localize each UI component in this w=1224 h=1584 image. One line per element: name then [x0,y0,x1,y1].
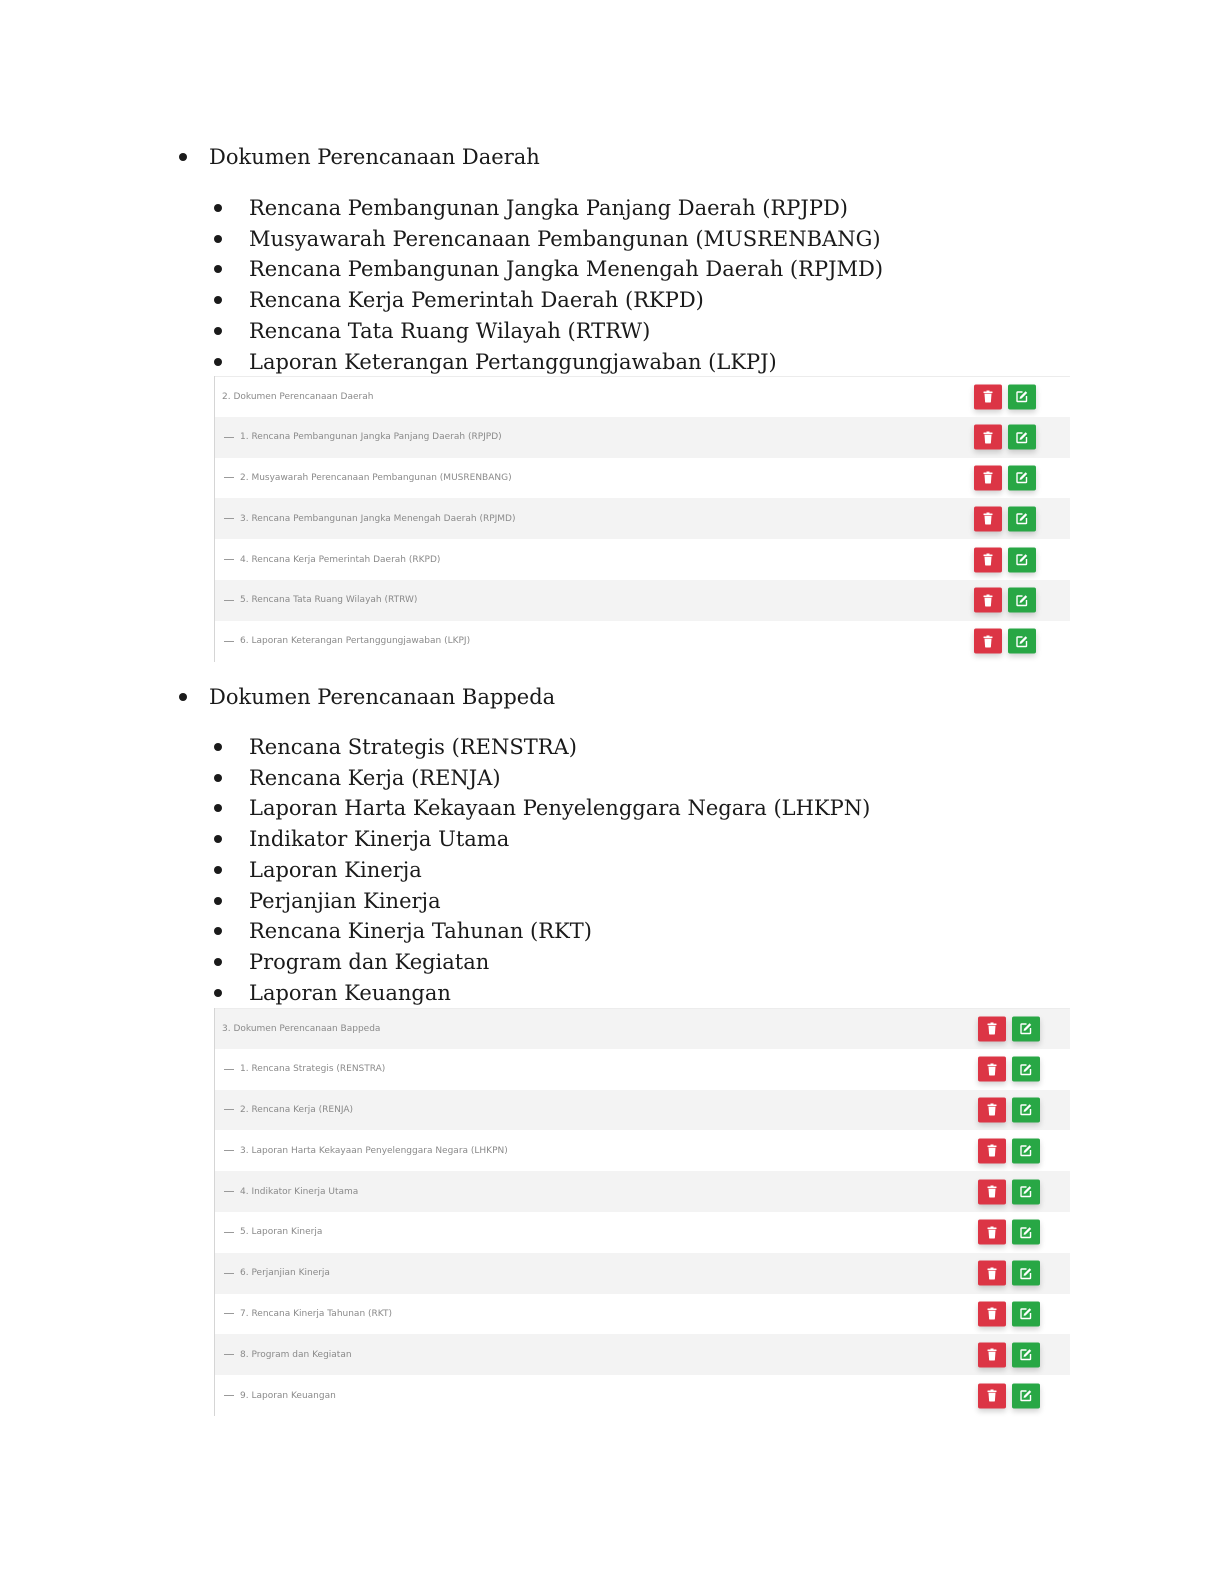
section-heading-row [179,684,555,710]
tree-row-label [215,1350,352,1360]
tree-row [215,1294,1070,1335]
bullet-icon [214,265,222,273]
tree-row-label [215,1227,322,1237]
indent-dash [224,641,234,642]
tree-row-text: 4. Rencana Kerja Pemerintah Daerah (RKPD) [240,554,441,565]
tree-row-label [215,1391,336,1401]
trash-icon [983,431,993,443]
tree-row [215,1212,1070,1253]
list-item-label: Laporan Keterangan Pertanggungjawaban (LKPJ) [249,349,777,374]
delete-button[interactable] [978,1057,1006,1082]
bullet-icon [214,958,222,966]
tree-row-text: 5. Laporan Kinerja [240,1227,323,1238]
delete-button[interactable] [974,547,1002,572]
list-item [214,349,777,375]
list-item-label: Rencana Strategis (RENSTRA) [249,735,577,759]
edit-icon [1020,1390,1032,1402]
edit-button[interactable] [1012,1220,1040,1245]
tree-row-parent [215,376,1070,417]
bullet-icon [214,358,222,366]
delete-button[interactable] [974,465,1002,490]
edit-button[interactable] [1012,1016,1040,1041]
row-actions [978,1220,1040,1245]
list-item [214,949,489,975]
bullet-icon [214,927,222,935]
edit-icon [1020,1267,1032,1279]
edit-icon [1016,635,1028,647]
tree-row [215,1090,1070,1131]
indent-dash [224,1395,234,1396]
indent-dash [224,1313,234,1314]
row-actions [974,384,1036,409]
edit-icon [1020,1308,1032,1320]
edit-icon [1020,1349,1032,1361]
list-item-label: Rencana Kerja Pemerintah Daerah (RKPD) [249,288,704,313]
edit-icon [1020,1104,1032,1116]
row-actions [974,547,1036,572]
trash-icon [987,1226,997,1238]
bullet-icon [179,153,187,161]
bullet-icon [214,204,222,212]
bullet-icon [214,296,222,304]
indent-dash [224,437,234,438]
row-actions [978,1261,1040,1286]
list-item [214,826,509,852]
tree-row [215,458,1070,499]
edit-icon [1016,554,1028,566]
tree-row-text: 3. Laporan Harta Kekayaan Penyelenggara Negara (LHKPN) [240,1145,508,1156]
tree-row-label [215,473,512,483]
tree-row-label [215,555,440,565]
tree-row-label [215,1268,330,1278]
row-actions [978,1179,1040,1204]
trash-icon [987,1104,997,1116]
delete-button[interactable] [974,384,1002,409]
indent-dash [224,1191,234,1192]
tree-row-text: 7. Rencana Kinerja Tahunan (RKT) [240,1308,392,1319]
bullet-icon [214,327,222,335]
tree-row [215,580,1070,621]
trash-icon [983,472,993,484]
edit-button[interactable] [1008,384,1036,409]
bullet-icon [214,897,222,905]
tree-row [215,1334,1070,1375]
edit-button[interactable] [1008,506,1036,531]
section-heading: Dokumen Perencanaan Daerah [209,145,540,169]
delete-button[interactable] [974,506,1002,531]
trash-icon [983,554,993,566]
list-item-label: Laporan Keuangan [249,980,451,1005]
list-item [214,888,441,914]
row-actions [974,425,1036,450]
tree-row-text: 1. Rencana Strategis (RENSTRA) [240,1064,386,1075]
list-item [214,734,577,760]
trash-icon [987,1063,997,1075]
tree-row-text: 4. Indikator Kinerja Utama [240,1186,359,1197]
tree-row [215,539,1070,580]
list-item-label: Perjanjian Kinerja [249,888,441,913]
delete-button[interactable] [978,1220,1006,1245]
tree-row-label [215,636,470,646]
trash-icon [987,1145,997,1157]
bullet-icon [214,235,222,243]
tree-row [215,621,1070,662]
trash-icon [987,1186,997,1198]
row-actions [978,1016,1040,1041]
tree-row [215,1375,1070,1416]
delete-button[interactable] [978,1261,1006,1286]
bullet-icon [214,774,222,782]
indent-dash [224,518,234,519]
tree-row-label [215,392,373,402]
category-tree-panel [214,376,1070,662]
edit-icon [1020,1226,1032,1238]
list-item-label: Rencana Pembangunan Jangka Panjang Daerah (RPJPD) [249,196,848,220]
edit-icon [1020,1023,1032,1035]
list-item-label: Laporan Kinerja [249,857,422,882]
tree-row-text: 3. Dokumen Perencanaan Bappeda [222,1023,381,1034]
trash-icon [987,1349,997,1361]
tree-row-text: 2. Rencana Kerja (RENJA) [240,1104,353,1115]
edit-icon [1016,513,1028,525]
list-item [214,318,650,344]
tree-row-text: 2. Musyawarah Perencanaan Pembangunan (MUSRENBANG) [240,472,512,483]
edit-icon [1016,472,1028,484]
row-actions [978,1383,1040,1408]
row-actions [978,1097,1040,1122]
section-heading: Dokumen Perencanaan Bappeda [209,685,556,709]
tree-row-text: 1. Rencana Pembangunan Jangka Panjang Daerah (RPJPD) [240,432,502,443]
edit-button[interactable] [1008,425,1036,450]
edit-button[interactable] [1008,465,1036,490]
row-actions [974,465,1036,490]
tree-row-text: 6. Perjanjian Kinerja [240,1268,330,1279]
tree-row [215,1171,1070,1212]
list-item-label: Laporan Harta Kekayaan Penyelenggara Negara (LHKPN) [249,796,871,821]
indent-dash [224,1273,234,1274]
list-item [214,256,883,282]
indent-dash [224,600,234,601]
indent-dash [224,559,234,560]
trash-icon [983,391,993,403]
tree-row [215,1253,1070,1294]
edit-button[interactable] [1008,629,1036,654]
tree-row-label [215,1064,385,1074]
list-item-label: Program dan Kegiatan [249,949,490,974]
edit-button[interactable] [1008,588,1036,613]
tree-row [215,1049,1070,1090]
list-item [214,226,881,252]
row-actions [978,1138,1040,1163]
tree-row-label [215,1187,358,1197]
list-item-label: Indikator Kinerja Utama [249,827,510,852]
trash-icon [987,1267,997,1279]
bullet-icon [214,804,222,812]
tree-row-label [215,595,417,605]
tree-row [215,498,1070,539]
edit-button[interactable] [1012,1261,1040,1286]
delete-button[interactable] [978,1179,1006,1204]
bullet-icon [214,743,222,751]
tree-row-label [215,432,502,442]
tree-row-parent [215,1008,1070,1049]
edit-button[interactable] [1012,1383,1040,1408]
tree-row-text: 9. Laporan Keuangan [240,1390,336,1401]
bullet-icon [214,989,222,997]
tree-row-label [215,1105,353,1115]
delete-button[interactable] [978,1097,1006,1122]
row-actions [978,1342,1040,1367]
edit-icon [1020,1063,1032,1075]
list-item [214,287,704,313]
indent-dash [224,1069,234,1070]
edit-icon [1020,1186,1032,1198]
list-item-label: Musyawarah Perencanaan Pembangunan (MUSRENBANG) [249,226,881,251]
row-actions [974,506,1036,531]
row-actions [978,1301,1040,1326]
edit-button[interactable] [1012,1342,1040,1367]
edit-button[interactable] [1008,547,1036,572]
tree-row-text: 3. Rencana Pembangunan Jangka Menengah Daerah (RPJMD) [240,513,516,524]
edit-icon [1020,1145,1032,1157]
indent-dash [224,1109,234,1110]
list-item [214,980,451,1006]
edit-icon [1016,391,1028,403]
tree-row [215,417,1070,458]
indent-dash [224,1232,234,1233]
section-heading-row [179,144,540,170]
row-actions [974,588,1036,613]
list-item-label: Rencana Kerja (RENJA) [249,765,501,790]
category-tree-panel [214,1008,1070,1416]
delete-button[interactable] [974,588,1002,613]
list-item [214,195,848,221]
edit-icon [1016,594,1028,606]
tree-row-text: 2. Dokumen Perencanaan Daerah [222,391,374,402]
tree-row-label [215,1146,508,1156]
indent-dash [224,1150,234,1151]
list-item [214,918,592,944]
tree-row-text: 8. Program dan Kegiatan [240,1349,352,1360]
list-item [214,765,501,791]
indent-dash [224,1354,234,1355]
bullet-icon [214,866,222,874]
tree-row-text: 6. Laporan Keterangan Pertanggungjawaban (LKPJ) [240,636,471,647]
trash-icon [987,1390,997,1402]
list-item [214,857,422,883]
tree-row [215,1130,1070,1171]
trash-icon [983,513,993,525]
edit-icon [1016,431,1028,443]
bullet-icon [214,835,222,843]
delete-button[interactable] [978,1301,1006,1326]
edit-button[interactable] [1012,1138,1040,1163]
trash-icon [987,1308,997,1320]
tree-row-label [215,1309,392,1319]
edit-button[interactable] [1012,1301,1040,1326]
row-actions [978,1057,1040,1082]
edit-button[interactable] [1012,1057,1040,1082]
list-item-label: Rencana Pembangunan Jangka Menengah Daerah (RPJMD) [249,257,884,282]
list-item-label: Rencana Tata Ruang Wilayah (RTRW) [249,318,651,343]
row-actions [974,629,1036,654]
delete-button[interactable] [978,1016,1006,1041]
list-item [214,795,870,821]
trash-icon [987,1023,997,1035]
edit-button[interactable] [1012,1179,1040,1204]
list-item-label: Rencana Kinerja Tahunan (RKT) [249,919,592,944]
delete-button[interactable] [978,1342,1006,1367]
edit-button[interactable] [1012,1097,1040,1122]
trash-icon [983,635,993,647]
bullet-icon [179,693,187,701]
delete-button[interactable] [978,1138,1006,1163]
indent-dash [224,477,234,478]
delete-button[interactable] [978,1383,1006,1408]
tree-row-text: 5. Rencana Tata Ruang Wilayah (RTRW) [240,595,418,606]
delete-button[interactable] [974,629,1002,654]
tree-row-label [215,1024,380,1034]
trash-icon [983,594,993,606]
delete-button[interactable] [974,425,1002,450]
tree-row-label [215,514,516,524]
